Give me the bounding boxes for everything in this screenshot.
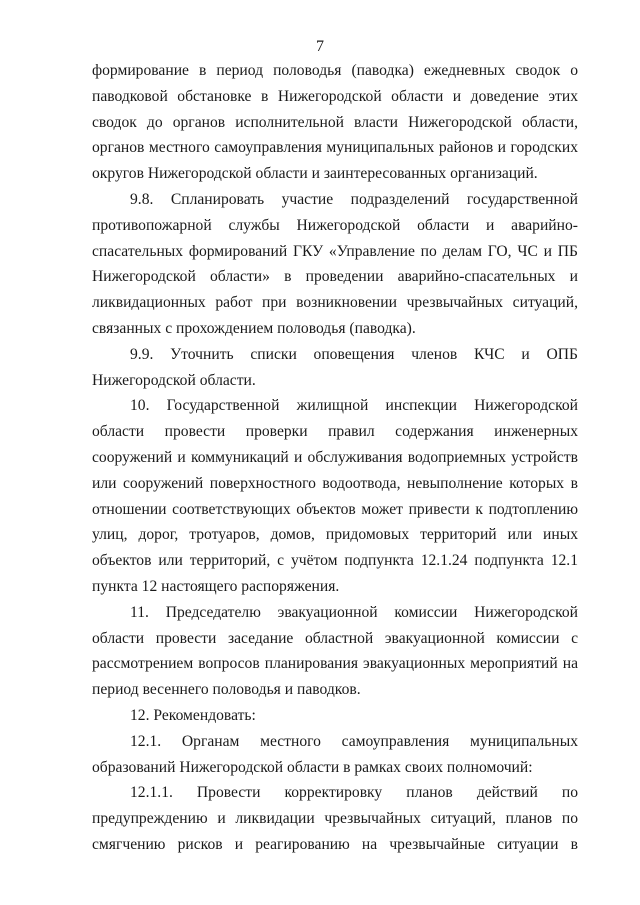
paragraph-flood-reports: формирование в период половодья (паводка) ежедневных сводок о паводковой обстановке в Нижегородской области и доведение этих сводок до органов исполнительной власти Нижегородской области, органов местного самоуправления муниципальных районов и городских округов Нижегородской области и заинтересованных организаций. xyxy=(92,62,578,183)
paragraph-11: 11. Председателю эвакуационной комиссии Нижегородской области провести заседание областной эвакуационной комиссии с рассмотрением вопросов планирования эвакуационных мероприятий на период весеннего половодья и паводков. xyxy=(92,603,578,699)
paragraph-9-8: 9.8. Спланировать участие подразделений государственной противопожарной службы Нижегородской области и аварийно-спасательных формирований ГКУ «Управление по делам ГО, ЧС и ПБ Нижегородской области» в проведении аварийно-спасательных и ликвидационных работ при возникновении чрезвычайных ситуаций, связанных с прохождением половодья (паводка). xyxy=(92,190,578,337)
paragraph-12-1-1: 12.1.1. Провести корректировку планов действий по предупреждению и ликвидации чрезвычайных ситуаций, планов по смягчению рисков и реагированию на чрезвычайные ситуации в xyxy=(92,784,578,853)
body-text xyxy=(92,58,578,858)
paragraph-12-1: 12.1. Органам местного самоуправления муниципальных образований Нижегородской области в рамках своих полномочий: xyxy=(92,732,578,776)
paragraph-9-9: 9.9. Уточнить списки оповещения членов КЧС и ОПБ Нижегородской области. xyxy=(92,345,578,389)
page-number: 7 xyxy=(316,38,324,55)
paragraph-12: 12. Рекомендовать: xyxy=(130,706,256,724)
paragraph-10: 10. Государственной жилищной инспекции Нижегородской области провести проверки правил содержания инженерных сооружений и коммуникаций и обслуживания водоприемных устройств или сооружений поверхностного водоотвода, невыполнение которых в отношении соответствующих объектов может привести к подтоплению улиц, дорог, тротуаров, домов, придомовых территорий или иных объектов или территорий, с учётом подпункта 12.1.24 подпункта 12.1 пункта 12 настоящего распоряжения. xyxy=(92,397,578,595)
